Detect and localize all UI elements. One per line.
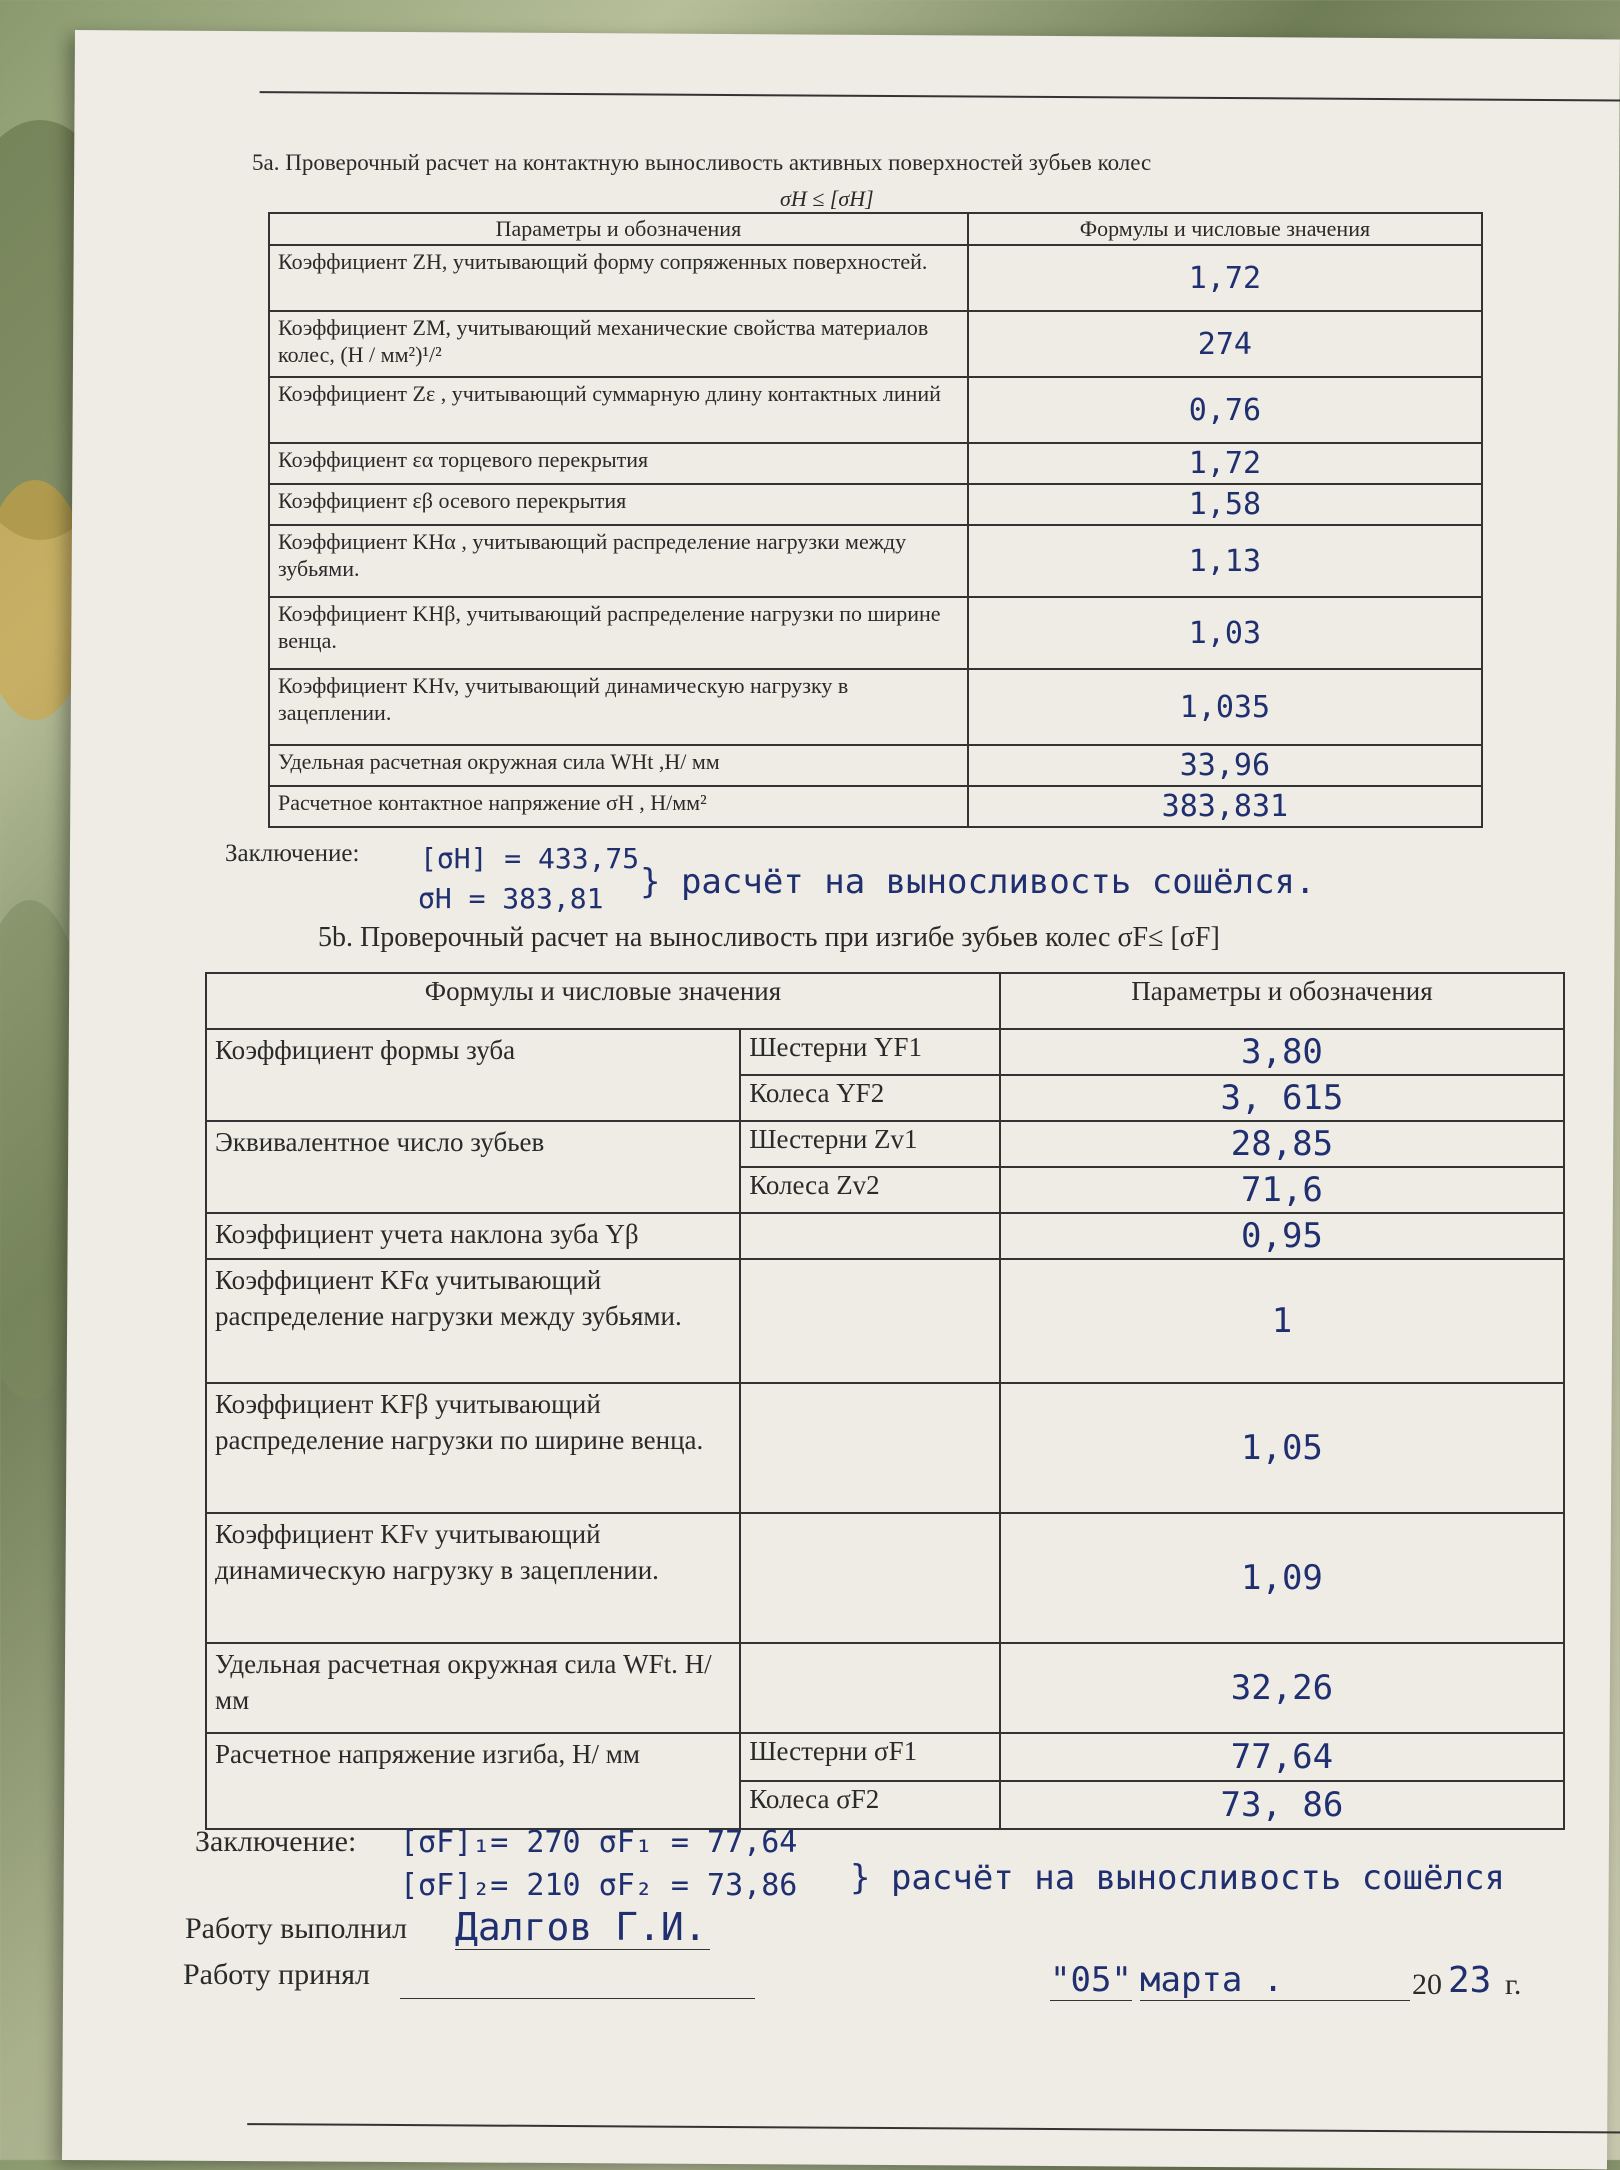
- section-a-condition: σH ≤ [σH]: [780, 186, 874, 211]
- param-cell: Удельная расчетная окружная сила WFt. Н/ мм: [206, 1643, 740, 1733]
- value-cell: 1,72: [968, 245, 1482, 311]
- conclusion-a-line1: [σH] = 433,75: [420, 842, 640, 875]
- param-cell: Коэффициент KFv учитывающий динамическую нагрузку в зацеплении.: [206, 1513, 740, 1643]
- param-cell: Коэффициент KFα учитывающий распределение нагрузки между зубьями.: [206, 1259, 740, 1383]
- value-cell: 1,03: [968, 597, 1482, 669]
- section-a-title: 5а. Проверочный расчет на контактную выносливость активных поверхностей зубьев колес: [252, 150, 1152, 175]
- conclusion-a-line2: σH = 383,81: [418, 882, 604, 915]
- sub-param-cell: Колеса Zv2: [740, 1167, 1000, 1213]
- section-b-title: 5b. Проверочный расчет на выносливость при изгибе зубьев колес σF≤ [σF]: [318, 922, 1220, 953]
- sub-param-cell: Колеса σF2: [740, 1781, 1000, 1829]
- param-cell: Коэффициент формы зуба: [206, 1029, 740, 1121]
- column-header: Формулы и числовые значения: [206, 973, 1000, 1029]
- value-cell: 1: [1000, 1259, 1564, 1383]
- accepted-by-label: Работу принял: [183, 1958, 371, 1991]
- conclusion-label-b: Заключение:: [195, 1825, 357, 1858]
- value-cell: 33,96: [968, 745, 1482, 786]
- value-cell: 0,95: [1000, 1213, 1564, 1259]
- value-cell: 1,72: [968, 443, 1482, 484]
- param-cell: Коэффициент KFβ учитывающий распределение нагрузки по ширине венца.: [206, 1383, 740, 1513]
- param-cell: Коэффициент KHv, учитывающий динамическую нагрузку в зацеплении.: [269, 669, 968, 745]
- value-cell: 32,26: [1000, 1643, 1564, 1733]
- sub-param-cell: Колеса YF2: [740, 1075, 1000, 1121]
- date-day: "05": [1050, 1960, 1132, 2000]
- param-cell: Коэффициент ZH, учитывающий форму сопряженных поверхностей.: [269, 245, 968, 311]
- param-cell: Коэффициент Zε , учитывающий суммарную длину контактных линий: [269, 377, 968, 443]
- param-cell: Коэффициент ZM, учитывающий механические свойства материалов колес, (Н / мм²)¹/²: [269, 311, 968, 377]
- conclusion-b-line2: [σF]₂= 210 σF₂ = 73,86: [400, 1868, 798, 1903]
- param-cell: Коэффициент εα торцевого перекрытия: [269, 443, 968, 484]
- value-cell: 1,58: [968, 484, 1482, 525]
- conclusion-b-text: } расчёт на выносливость сошёлся: [850, 1858, 1506, 1898]
- date-year-prefix: 20: [1412, 1968, 1442, 2001]
- value-cell: 71,6: [1000, 1167, 1564, 1213]
- value-cell: 1,035: [968, 669, 1482, 745]
- conclusion-label-a: Заключение:: [225, 840, 360, 867]
- sub-param-cell: Шестерни YF1: [740, 1029, 1000, 1075]
- bending-stress-table: [205, 972, 1565, 1830]
- column-header: Параметры и обозначения: [269, 213, 968, 245]
- value-cell: 274: [968, 311, 1482, 377]
- value-cell: 73, 86: [1000, 1781, 1564, 1829]
- column-header: Параметры и обозначения: [1000, 973, 1564, 1029]
- value-cell: 3, 615: [1000, 1075, 1564, 1121]
- param-cell: Коэффициент учета наклона зуба Yβ: [206, 1213, 740, 1259]
- sub-param-cell: Шестерни Zv1: [740, 1121, 1000, 1167]
- contact-stress-table: [268, 212, 1483, 828]
- conclusion-a-text: } расчёт на выносливость сошёлся.: [640, 862, 1316, 902]
- param-cell: Удельная расчетная окружная сила WHt ,Н/ мм: [269, 745, 968, 786]
- done-by-label: Работу выполнил: [185, 1912, 408, 1945]
- date-year-hand: 23: [1448, 1960, 1492, 2001]
- column-header: Формулы и числовые значения: [968, 213, 1482, 245]
- value-cell: 1,09: [1000, 1513, 1564, 1643]
- value-cell: 77,64: [1000, 1733, 1564, 1781]
- date-suffix: г.: [1505, 1968, 1522, 2001]
- accepted-by-line: [400, 1998, 755, 1999]
- date-month: марта .: [1140, 1960, 1410, 2001]
- value-cell: 28,85: [1000, 1121, 1564, 1167]
- value-cell: 1,13: [968, 525, 1482, 597]
- value-cell: 0,76: [968, 377, 1482, 443]
- param-cell: Коэффициент KHα , учитывающий распределение нагрузки между зубьями.: [269, 525, 968, 597]
- value-cell: 383,831: [968, 786, 1482, 827]
- sub-param-cell: Шестерни σF1: [740, 1733, 1000, 1781]
- param-cell: Расчетное напряжение изгиба, Н/ мм: [206, 1733, 740, 1829]
- done-by-signature: Далгов Г.И.: [455, 1905, 710, 1950]
- value-cell: 3,80: [1000, 1029, 1564, 1075]
- param-cell: Расчетное контактное напряжение σH , Н/мм²: [269, 786, 968, 827]
- param-cell: Коэффициент KHβ, учитывающий распределение нагрузки по ширине венца.: [269, 597, 968, 669]
- value-cell: 1,05: [1000, 1383, 1564, 1513]
- param-cell: Эквивалентное число зубьев: [206, 1121, 740, 1213]
- conclusion-b-line1: [σF]₁= 270 σF₁ = 77,64: [400, 1825, 798, 1860]
- param-cell: Коэффициент εβ осевого перекрытия: [269, 484, 968, 525]
